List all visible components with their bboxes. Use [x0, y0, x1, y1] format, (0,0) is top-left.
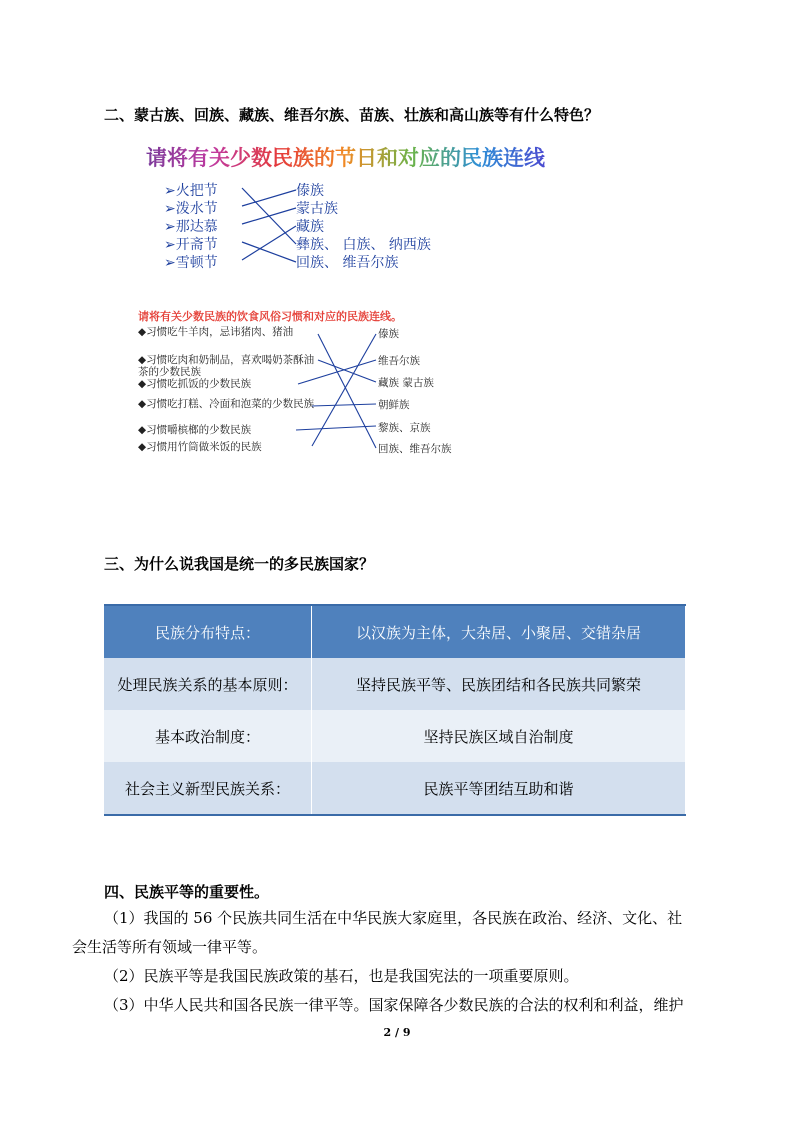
table-value-cell: 坚持民族平等、民族团结和各民族共同繁荣: [312, 658, 686, 710]
food-people-item: 傣族: [378, 328, 399, 340]
festival-people-item: 藏族: [296, 219, 324, 235]
festival-people-item: 蒙古族: [296, 201, 338, 217]
connector-line: [298, 360, 376, 384]
section3-heading: 三、为什么说我国是统一的多民族国家？: [104, 555, 375, 573]
festival-item: ➢泼水节: [164, 201, 218, 217]
festival-matching-figure: [130, 138, 545, 278]
festival-item: ➢雪顿节: [164, 255, 218, 271]
ethnic-policy-table: [104, 604, 686, 816]
food-people-item: 黎族、京族: [378, 422, 431, 434]
connector-line: [242, 242, 296, 262]
festival-people-item: 回族、 维吾尔族: [296, 255, 399, 271]
table-value-cell: 坚持民族区域自治制度: [312, 710, 686, 762]
connector-line: [242, 226, 296, 260]
table-label-cell: 社会主义新型民族关系：: [104, 762, 312, 815]
page-number: 2 / 9: [383, 1026, 411, 1039]
food-figure-title: 请将有关少数民族的饮食风俗习惯和对应的民族连线。: [138, 310, 402, 323]
section2-heading: 二、蒙古族、回族、藏族、维吾尔族、苗族、壮族和高山族等有什么特色？: [104, 106, 600, 124]
paragraph-line: （3）中华人民共和国各民族一律平等。国家保障各少数民族的合法的权利和利益，维护: [104, 996, 684, 1014]
habit-item: ◆习惯用竹筒做米饭的民族: [138, 441, 262, 453]
section4-heading: 四、民族平等的重要性。: [104, 883, 270, 901]
food-people-item: 藏族 蒙古族: [378, 377, 434, 389]
habit-item: ◆习惯吃肉和奶制品，喜欢喝奶茶酥油茶的少数民族: [138, 354, 315, 378]
connector-line: [318, 334, 376, 448]
table-row: [104, 658, 686, 710]
connector-line: [242, 190, 296, 206]
festival-item: ➢开斋节: [164, 237, 218, 253]
table-label-cell: 民族分布特点：: [104, 605, 312, 658]
table-row: [104, 762, 686, 815]
food-habits-matching-figure: [136, 306, 496, 462]
paragraph-line: （2）民族平等是我国民族政策的基石，也是我国宪法的一项重要原则。: [104, 967, 579, 985]
food-connector-lines: [136, 306, 496, 462]
food-people-item: 朝鲜族: [378, 399, 410, 411]
festival-figure-title: 请将有关少数民族的节日和对应的民族连线: [146, 142, 545, 172]
festival-connector-lines: [130, 138, 490, 278]
habit-item: ◆习惯吃牛羊肉，忌讳猪肉、猪油: [138, 326, 294, 338]
table-row: [104, 605, 686, 658]
paragraph-line: （1）我国的 56 个民族共同生活在中华民族大家庭里，各民族在政治、经济、文化、社: [104, 909, 683, 927]
connector-line: [312, 404, 376, 406]
habit-item: ◆习惯吃打糕、冷面和泡菜的少数民族: [138, 398, 315, 410]
food-people-item: 维吾尔族: [378, 355, 420, 367]
connector-line: [242, 188, 296, 244]
festival-item: ➢那达慕: [164, 219, 218, 235]
table-label-cell: 基本政治制度：: [104, 710, 312, 762]
connector-line: [296, 426, 376, 430]
table-row: [104, 710, 686, 762]
festival-people-item: 彝族、 白族、 纳西族: [296, 237, 431, 253]
connector-line: [318, 360, 376, 382]
food-people-item: 回族、维吾尔族: [378, 443, 452, 455]
table-value-cell: 民族平等团结互助和谐: [312, 762, 686, 815]
festival-people-item: 傣族: [296, 183, 324, 199]
festival-item: ➢火把节: [164, 183, 218, 199]
table-value-cell: 以汉族为主体，大杂居、小聚居、交错杂居: [312, 605, 686, 658]
paragraph-line: 会生活等所有领域一律平等。: [72, 938, 268, 956]
habit-item: ◆习惯吃抓饭的少数民族: [138, 378, 252, 390]
table-label-cell: 处理民族关系的基本原则：: [104, 658, 312, 710]
habit-item: ◆习惯嚼槟榔的少数民族: [138, 424, 252, 436]
